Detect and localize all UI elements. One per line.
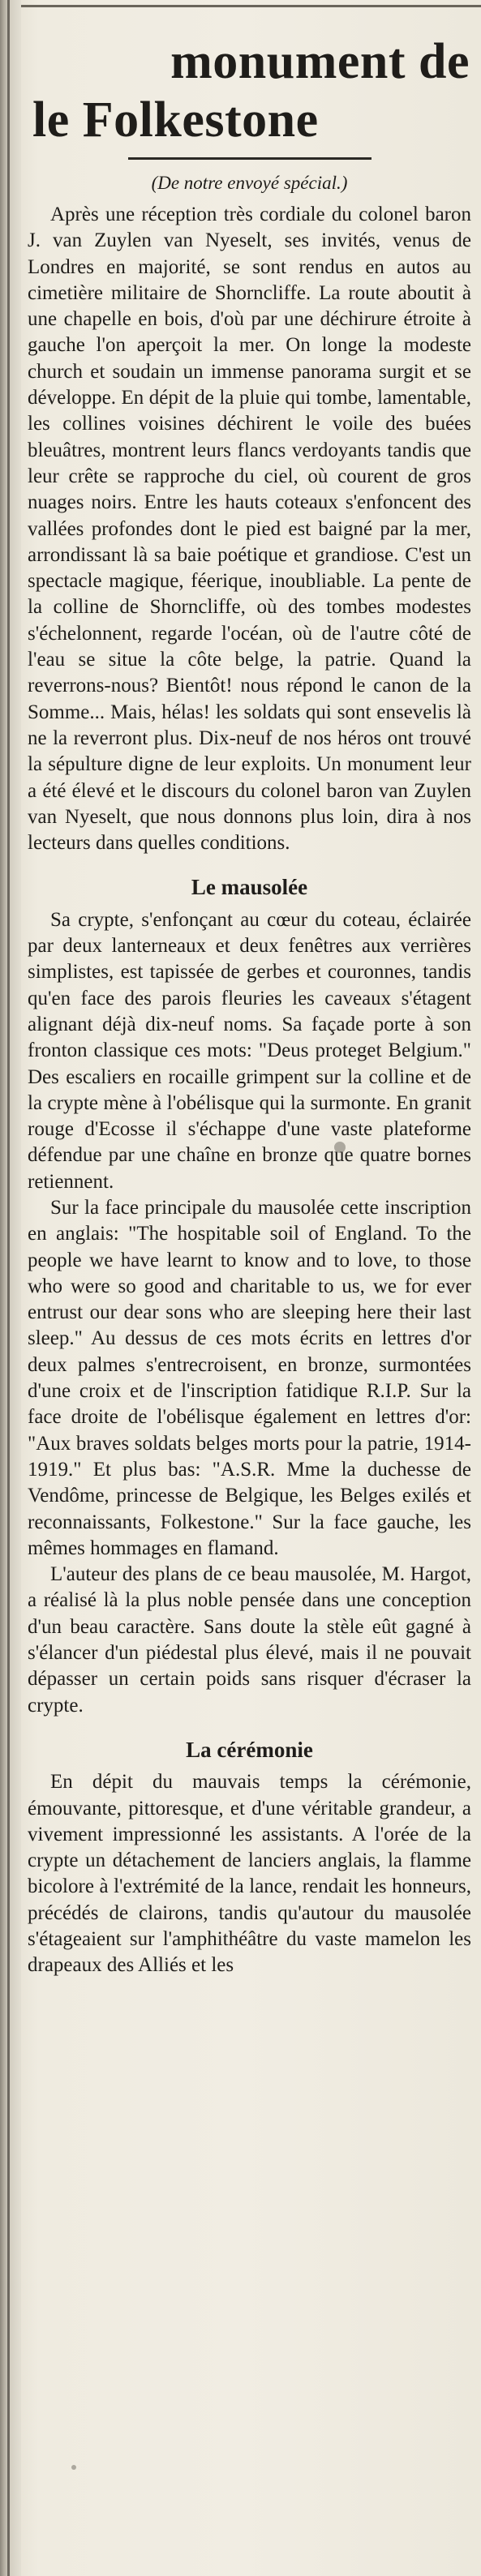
headline-line-1: monument de [170,34,470,89]
ceremonie-paragraph: En dépit du mauvais temps la cérémonie, émouvante, pittoresque, et d'une véritable grandeur, a vivement impressionné les assistants. A l'orée de la crypte un détachement de lanciers anglais, la flamme bicolore à l'extrémité de la lance, rendait les honneurs, précédés de clairons, tandis qu'autour du mausolée s'étageaient sur l'amphithéâtre du vaste mamelon les drapeaux des Alliés et les [28,1771,471,1977]
headline [28,32,471,149]
section-title-ceremonie: La cérémonie [186,1737,313,1762]
intro-paragraph: Après une réception très cordiale du colonel baron J. van Zuylen van Nyeselt, ses invités, venus de Londres en majorité, se sont rendus en autos au cimetière militaire de Shorncliffe. La route aboutit à une chapelle en bois, d'où par une déchirure étroite à gauche l'on aperçoit la mer. On longe la modeste church et soudain un immense panorama surgit et se développe. En dépit de la pluie qui tombe, lamentable, les collines voisines déchirent le voile des buées bleuâtres, montrent leurs flancs verdoyants tandis que leur crête se rapproche du ciel, où courent de gros nuages noirs. Entre les hauts coteaux s'enfoncent des vallées profondes dont le pied est baigné par la mer, arrondissant là sa baie poétique et grandiose. C'est un spectacle magique, féerique, inoubliable. La pente de la colline de Shorncliffe, où des tombes modestes s'échelonnent, regarde l'océan, où de l'autre côté de l'eau se situe la côte belge, la patrie. Quand la reverrons-nous? Bientôt! nous répond le canon de la Somme... Mais, hélas! les soldats qui sont ensevelis là ne la reverront plus. Dix-neuf de nos héros ont trouvé la sépulture digne de leur exploits. Un monument leur a été élevé et le discours du colonel baron van Zuylen van Nyeselt, que nous donnons plus loin, dira à nos lecteurs dans quelles conditions. [28,204,471,855]
mausolee-paragraph-1: Sa crypte, s'enfonçant au cœur du coteau, éclairée par deux lanterneaux et deux fenêtres aux verrières simplistes, est tapissée de gerbes et couronnes, tandis qu'en face des parois fleuries les caveaux s'étagent alignant déjà dix-neuf noms. Sa façade porte à son fronton classique ces mots: "Deus proteget Belgium." Des escaliers en rocaille grimpent sur la colline et de la crypte mène à l'obélisque qui la surmonte. En granit rouge d'Ecosse il s'échappe d'une vaste plateforme défendue par une chaîne en bronze que quatre bornes retiennent. [28,908,471,1193]
byline: (De notre envoyé spécial.) [151,173,348,193]
ink-spot [71,2465,76,2470]
ink-spot [334,1142,346,1153]
article-body [28,202,471,1979]
column-rule [7,0,10,2576]
page-gutter [0,0,21,2576]
headline-rule [128,157,371,160]
top-divider [21,5,481,7]
headline-line-2: le Folkestone [32,92,319,148]
mausolee-paragraph-3: L'auteur des plans de ce beau mausolée, M. Hargot, a réalisé là la plus noble pensée dans une conception d'un beau caractère. Sans doute la stèle eût gagné à s'élancer d'un piédestal plus élevé, mais il ne pouvait dépasser un certain poids sans risquer d'écraser la crypte. [28,1563,471,1717]
article-column [28,32,471,1979]
mausolee-paragraph-2: Sur la face principale du mausolée cette inscription en anglais: "The hospitable soil of England. To the people we have learnt to know and to love, to those who were so good and charitable to us, we for ever entrust our dear sons who are sleeping here their last sleep." Au dessus de ces mots écrits en lettres d'or deux palmes s'entrecroisent, en bronze, surmontées d'une croix et de l'inscription fatidique R.I.P. Sur la face droite de l'obélisque également en lettres d'or: "Aux braves soldats belges morts pour la patrie, 1914-1919." Et plus bas: "A.S.R. Mme la duchesse de Vendôme, princesse de Belgique, les Belges exilés et reconnaissants, Folkestone." Sur la face gauche, les mêmes hommages en flamand. [28,1196,471,1559]
section-title-mausolee: Le mausolée [191,875,308,900]
